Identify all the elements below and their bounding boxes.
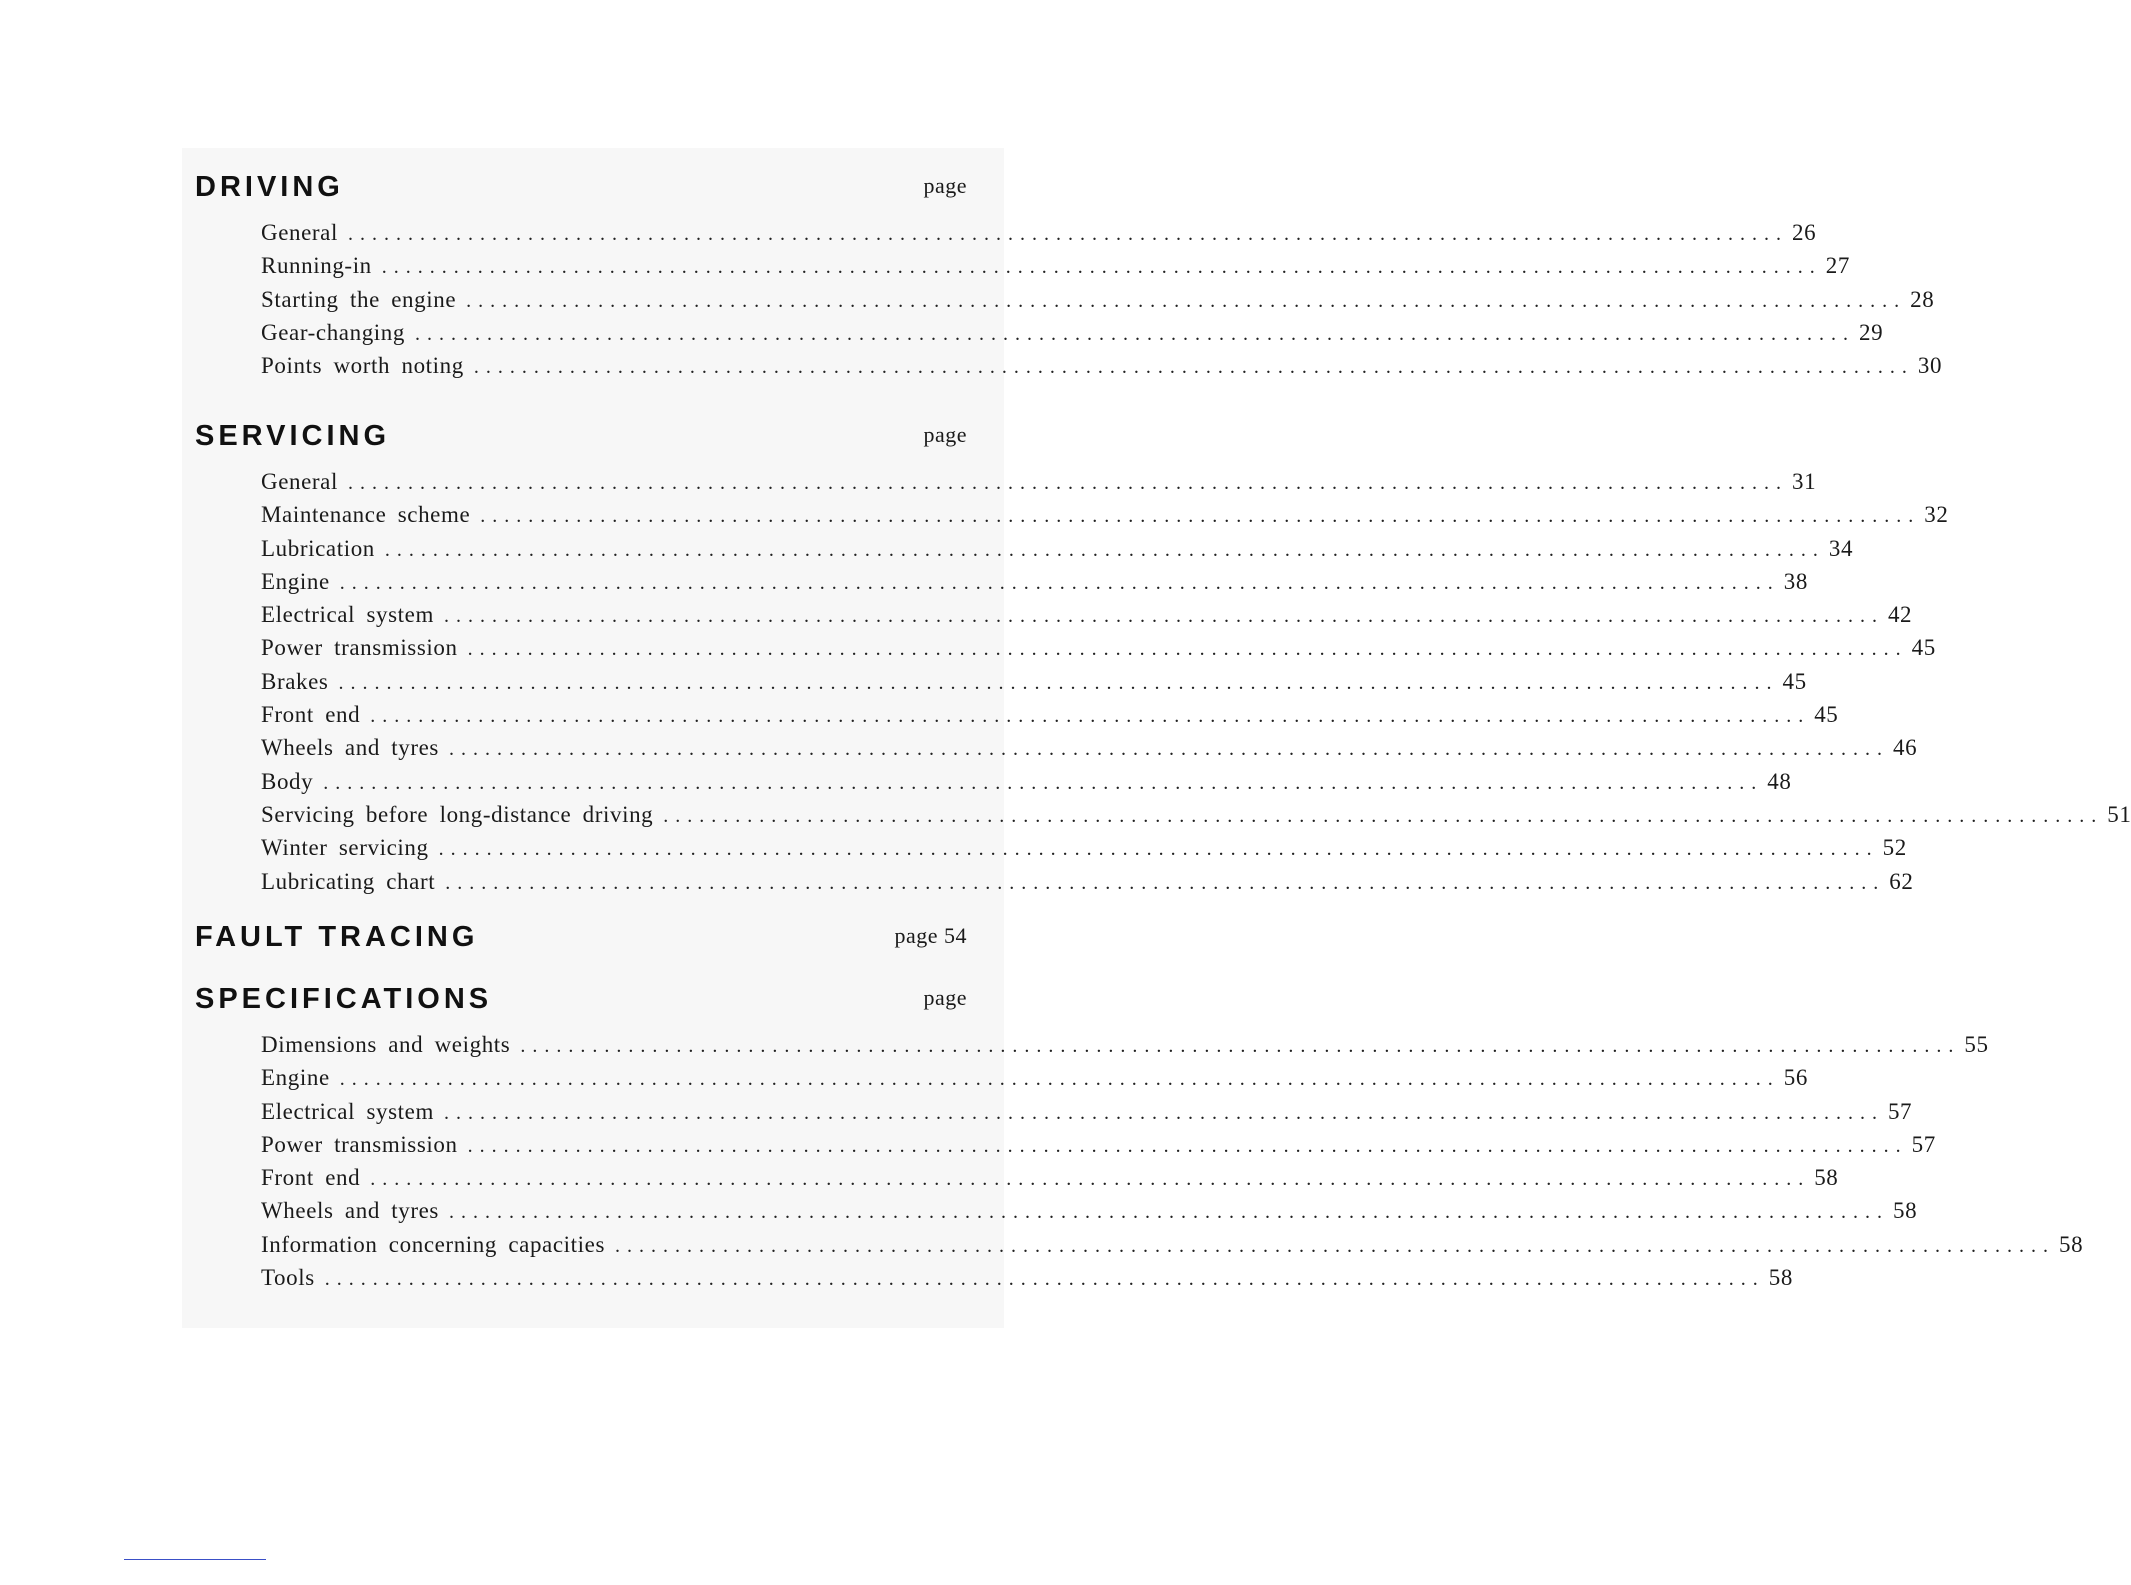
toc-entry [261, 698, 1839, 731]
toc-entry [261, 1028, 1989, 1061]
dot-leader: ........................................................................................................................ [384, 538, 1825, 561]
page-reference: page 54 [894, 923, 967, 948]
toc-entry [261, 865, 1914, 898]
section-title: SERVICING [195, 420, 391, 452]
toc-list [195, 1028, 2084, 1294]
page-column-label: page [923, 985, 967, 1010]
entry-page-number: 57 [1911, 1131, 1936, 1157]
entry-page-number: 38 [1783, 568, 1808, 594]
section-specifications [195, 982, 2084, 1294]
entry-title: Engine [261, 568, 330, 594]
entry-title: Electrical system [261, 602, 434, 628]
dot-leader: ........................................................................................................................ [348, 472, 1788, 494]
entry-page-number: 55 [1964, 1032, 1989, 1057]
entry-page-number: 52 [1882, 835, 1907, 861]
dot-leader: ........................................................................................................................ [348, 223, 1788, 245]
entry-title: Wheels and tyres [261, 735, 439, 761]
entry-title: Maintenance scheme [261, 502, 471, 528]
entry-title: Lubrication [261, 535, 375, 561]
entry-page-number: 27 [1825, 253, 1850, 279]
entry-title: Engine [261, 1065, 330, 1091]
toc-entry [261, 1128, 1936, 1161]
section-title: FAULT TRACING [195, 921, 479, 953]
section-header [195, 419, 985, 465]
entry-title: Tools [261, 1265, 315, 1291]
entry-title: Brakes [261, 668, 329, 694]
toc-entry [261, 1194, 1918, 1227]
dot-leader: ........................................................................................................................ [370, 1168, 1811, 1191]
toc-entry [261, 349, 1943, 382]
entry-page-number: 26 [1792, 220, 1817, 245]
dot-leader: ........................................................................................................................ [448, 1201, 1889, 1224]
entry-title: Gear-changing [261, 319, 405, 345]
dot-leader: ........................................................................................................................ [466, 289, 1907, 312]
dot-leader: ........................................................................................................................ [339, 571, 1780, 594]
page-column-label: page [923, 422, 967, 447]
entry-title: Starting the engine [261, 286, 457, 312]
page-column-label: page [923, 173, 967, 198]
toc-entry [261, 631, 1936, 664]
section-servicing [195, 419, 2131, 898]
entry-title: Information concerning capacities [261, 1231, 605, 1257]
toc-entry [261, 831, 1907, 864]
toc-entry [261, 798, 2131, 831]
dot-leader: ........................................................................................................................ [443, 1101, 1884, 1124]
dot-leader: ........................................................................................................................ [448, 738, 1889, 761]
section-title: DRIVING [195, 171, 344, 203]
section-driving [195, 170, 1943, 382]
entry-page-number: 42 [1887, 602, 1913, 628]
entry-page-number: 29 [1859, 319, 1884, 345]
entry-page-number: 51 [2107, 801, 2131, 827]
toc-entry [261, 1095, 1913, 1128]
dot-leader: ........................................................................................................................ [324, 1268, 1765, 1291]
entry-page-number: 62 [1889, 868, 1914, 894]
dot-leader: ........................................................................................................................ [615, 1234, 2055, 1257]
toc-entry [261, 498, 1949, 531]
dot-leader: ........................................................................................................................ [415, 322, 1855, 345]
entry-title: Winter servicing [261, 835, 429, 861]
entry-title: Power transmission [261, 1131, 458, 1157]
entry-page-number: 28 [1910, 286, 1935, 312]
dot-leader: ........................................................................................................................ [323, 771, 1764, 794]
toc-entry [261, 765, 1792, 798]
dot-leader: ........................................................................................................................ [467, 1134, 1908, 1157]
entry-title: Running-in [261, 253, 372, 279]
toc-list [195, 465, 2131, 898]
entry-title: Front end [261, 1165, 361, 1191]
section-header [195, 920, 985, 966]
entry-title: Front end [261, 702, 361, 728]
entry-page-number: 58 [1814, 1165, 1839, 1191]
toc-entry [261, 1261, 1793, 1294]
entry-page-number: 57 [1887, 1098, 1913, 1124]
entry-title: Body [261, 768, 314, 794]
entry-page-number: 32 [1924, 502, 1949, 528]
section-header [195, 170, 985, 216]
entry-title: Lubricating chart [261, 868, 436, 894]
dot-leader: ........................................................................................................................ [467, 638, 1908, 661]
entry-page-number: 58 [1768, 1265, 1793, 1291]
dot-leader: ........................................................................................................................ [339, 1068, 1780, 1091]
entry-page-number: 58 [1892, 1198, 1918, 1224]
section-fault-tracing [195, 920, 985, 966]
dot-leader: ........................................................................................................................ [445, 871, 1886, 894]
dot-leader: ........................................................................................................................ [520, 1035, 1961, 1057]
entry-page-number: 56 [1783, 1065, 1808, 1091]
entry-title: Dimensions and weights [261, 1032, 511, 1057]
section-header [195, 982, 985, 1028]
entry-title: Servicing before long-distance driving [261, 801, 654, 827]
entry-title: General [261, 220, 338, 245]
entry-title: Power transmission [261, 635, 458, 661]
entry-page-number: 34 [1828, 535, 1854, 561]
entry-page-number: 45 [1911, 635, 1936, 661]
dot-leader: ........................................................................................................................ [438, 838, 1879, 861]
toc-entry [261, 283, 1935, 316]
toc-entry [261, 665, 1807, 698]
entry-title: Electrical system [261, 1098, 434, 1124]
toc-entry [261, 465, 1817, 498]
toc-entry [261, 249, 1850, 282]
toc-entry [261, 1061, 1808, 1094]
entry-page-number: 30 [1917, 353, 1943, 379]
dot-leader: ........................................................................................................................ [443, 605, 1884, 628]
entry-page-number: 48 [1767, 768, 1792, 794]
entry-title: Points worth noting [261, 353, 464, 379]
dot-leader: ........................................................................................................................ [663, 804, 2104, 827]
section-title: SPECIFICATIONS [195, 983, 493, 1015]
toc-entry [261, 565, 1808, 598]
dot-leader: ........................................................................................................................ [338, 671, 1779, 694]
toc-entry [261, 216, 1817, 249]
entry-page-number: 46 [1892, 735, 1918, 761]
entry-title: General [261, 469, 338, 494]
dot-leader: ........................................................................................................................ [480, 505, 1921, 528]
toc-entry [261, 731, 1918, 764]
toc-entry [261, 532, 1854, 565]
entry-title: Wheels and tyres [261, 1198, 439, 1224]
entry-page-number: 31 [1792, 469, 1817, 494]
toc-entry [261, 598, 1913, 631]
dot-leader: ........................................................................................................................ [381, 256, 1822, 279]
toc-entry [261, 316, 1884, 349]
toc-entry [261, 1161, 1839, 1194]
entry-page-number: 58 [2059, 1231, 2084, 1257]
dot-leader: ........................................................................................................................ [473, 356, 1914, 379]
toc-entry [261, 1228, 2084, 1261]
entry-page-number: 45 [1814, 702, 1839, 728]
toc-list [195, 216, 1943, 382]
dot-leader: ........................................................................................................................ [370, 705, 1811, 728]
entry-page-number: 45 [1782, 668, 1807, 694]
bottom-rule [124, 1559, 266, 1560]
